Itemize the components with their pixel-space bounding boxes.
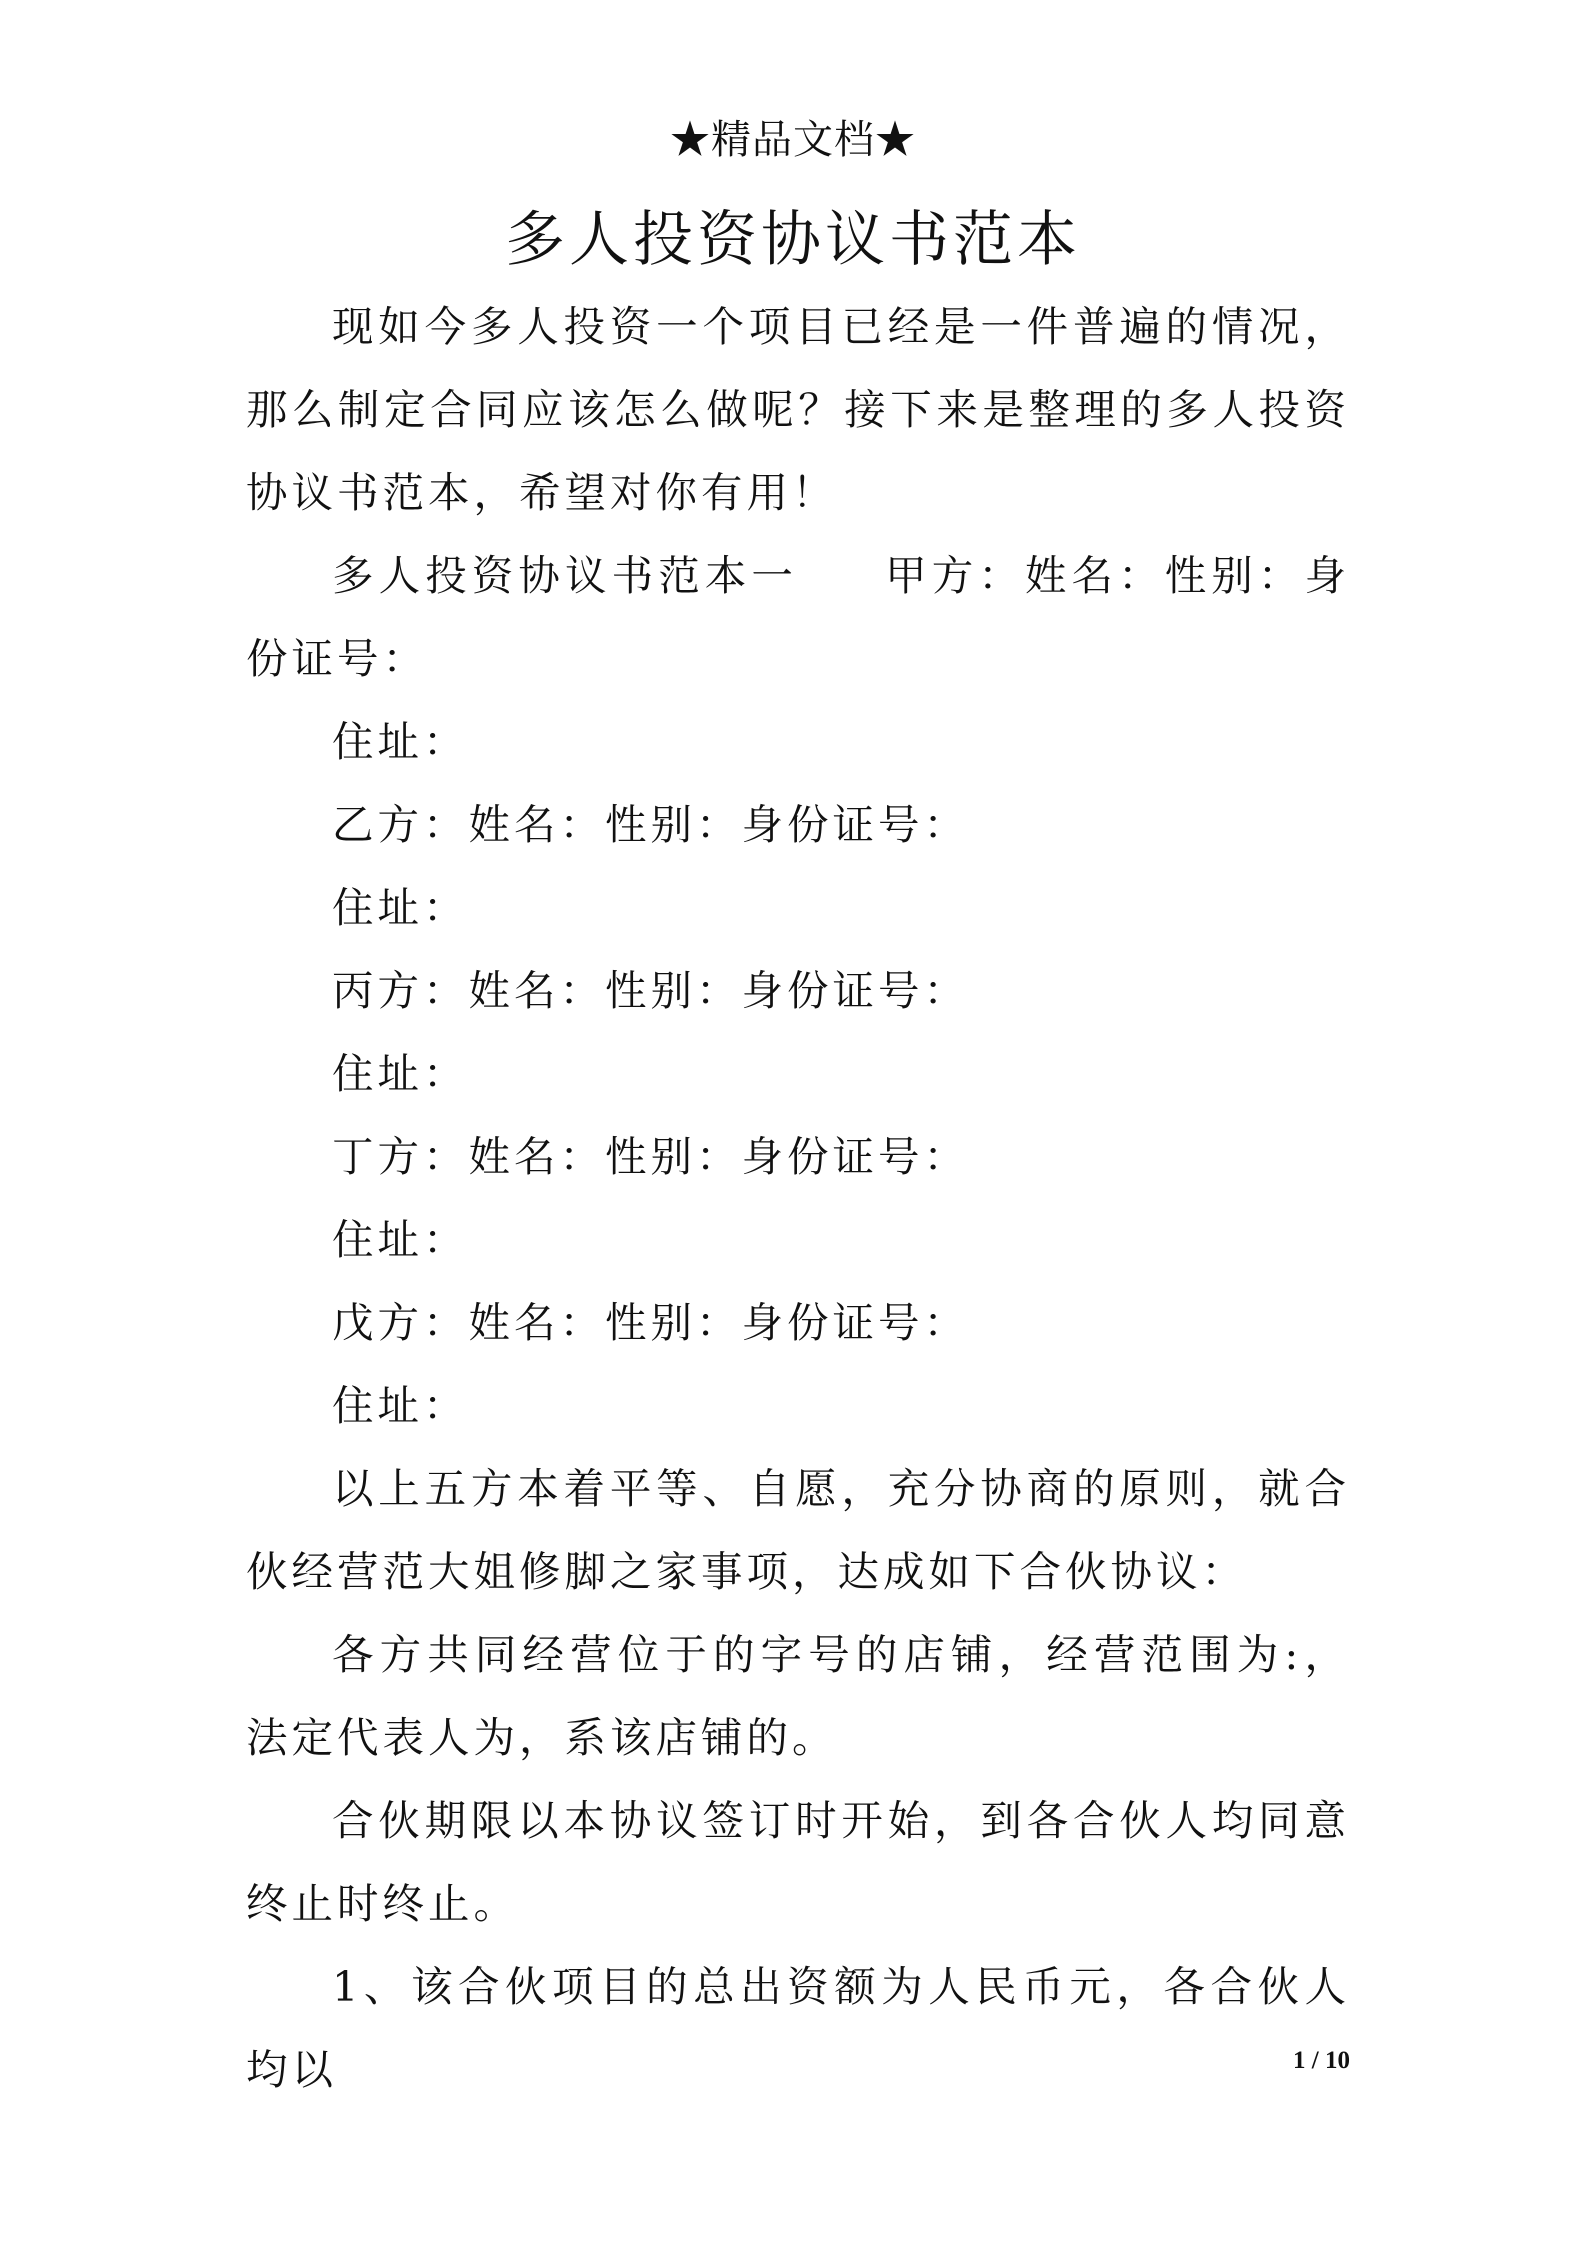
party-a-address: 住址： [332,717,469,766]
party-e-line: 戊方：姓名：性别：身份证号： [332,1298,970,1347]
party-c-line: 丙方：姓名：性别：身份证号： [332,966,970,1015]
sample-heading-paragraph [246,534,1350,700]
party-d-line: 丁方：姓名：性别：身份证号： [332,1132,970,1181]
party-b-address: 住址： [332,883,469,932]
business-paragraph: 各方共同经营位于的字号的店铺，经营范围为:，法定代表人为，系该店铺的。 [246,1630,1350,1762]
party-c-address: 住址： [332,1049,469,1098]
document-body [246,285,1350,2111]
page-header: ★精品文档★ [670,117,916,163]
term-paragraph: 合伙期限以本协议签订时开始，到各合伙人均同意终止时终止。 [246,1796,1350,1928]
sample-heading: 多人投资协议书范本一 [332,551,798,600]
principle-paragraph: 以上五方本着平等、自愿，充分协商的原则，就合伙经营范大姐修脚之家事项，达成如下合伙协议： [246,1464,1350,1596]
party-b-line: 乙方：姓名：性别：身份证号： [332,800,970,849]
party-d-address: 住址： [332,1215,469,1264]
document-title: 多人投资协议书范本 [505,205,1081,275]
party-a-line: 甲方：姓名：性别：身份证号： [246,551,1350,683]
intro-paragraph: 现如今多人投资一个项目已经是一件普遍的情况，那么制定合同应该怎么做呢？接下来是整理的多人投资协议书范本，希望对你有用！ [246,302,1350,517]
page-indicator: 1 / 10 [1293,2047,1350,2074]
party-e-address: 住址： [332,1381,469,1430]
capital-paragraph: 1、该合伙项目的总出资额为人民币元，各合伙人均以 [246,1962,1350,2094]
